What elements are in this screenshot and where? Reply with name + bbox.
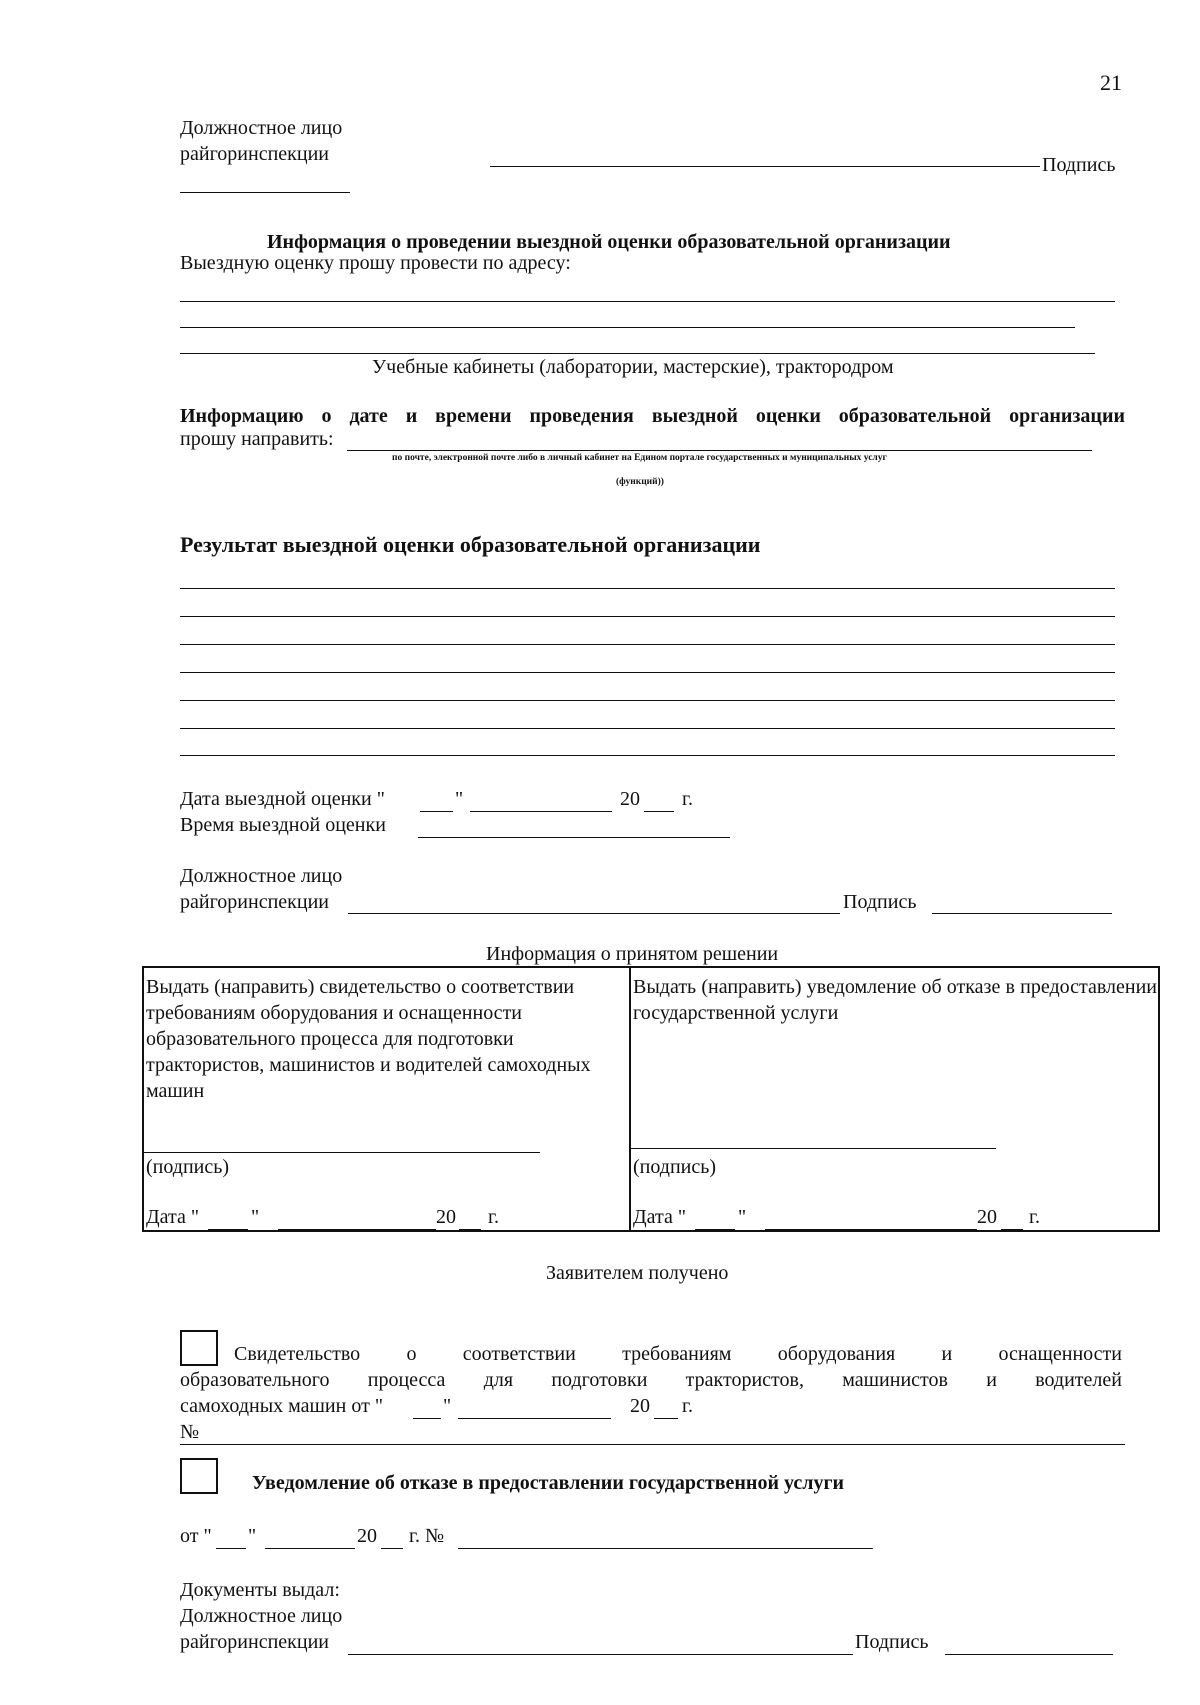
certificate-date-year[interactable]	[654, 1418, 678, 1419]
decision-right-date-year-prefix: 20	[977, 1206, 997, 1228]
result-official-title: Должностное лицо	[180, 865, 343, 887]
result-line-2[interactable]	[180, 616, 1115, 617]
notify-request-label: прошу направить:	[180, 428, 334, 450]
decision-right-date-suffix: г.	[1029, 1206, 1040, 1228]
visit-date-suffix: г.	[682, 788, 693, 810]
refusal-date-day[interactable]	[216, 1548, 246, 1549]
page-number: 21	[1100, 70, 1122, 95]
decision-left-date-suffix: г.	[488, 1206, 499, 1228]
issued-docs-label: Документы выдал:	[180, 1579, 340, 1601]
decision-left-date-label: Дата "	[146, 1206, 200, 1228]
refusal-number-line[interactable]	[458, 1548, 873, 1549]
issued-official-name-line[interactable]	[348, 1654, 853, 1655]
certificate-checkbox[interactable]	[180, 1330, 218, 1366]
decision-right-signature-line[interactable]	[631, 1148, 996, 1149]
visit-date-month-field[interactable]	[470, 811, 612, 812]
certificate-date-year-prefix: 20	[630, 1395, 650, 1417]
visit-info-title: Информация о проведении выездной оценки образовательной организации	[267, 231, 951, 253]
result-signature-label: Подпись	[843, 891, 917, 913]
result-signature-line[interactable]	[932, 913, 1112, 914]
result-line-5[interactable]	[180, 700, 1115, 701]
decision-right-date-quote: "	[738, 1206, 747, 1228]
refusal-date-year[interactable]	[381, 1548, 403, 1549]
issued-signature-line[interactable]	[945, 1654, 1113, 1655]
result-line-4[interactable]	[180, 672, 1115, 673]
issued-official-org: райгоринспекции	[180, 1631, 329, 1653]
visit-date-year-prefix: 20	[620, 788, 640, 810]
decision-right-text: Выдать (направить) уведомление об отказе в предоставлении государственной услуги	[633, 976, 1157, 1024]
decision-right-date-month[interactable]	[765, 1229, 977, 1230]
decision-title: Информация о принятом решении	[486, 943, 779, 965]
result-official-name-line[interactable]	[348, 913, 840, 914]
header-official-title: Должностное лицо	[180, 117, 343, 139]
address-line-3[interactable]	[180, 353, 1095, 354]
address-request-label: Выездную оценку прошу провести по адресу:	[180, 252, 571, 274]
header-official-org: райгоринспекции	[180, 143, 329, 165]
notify-title: Информацию о дате и времени проведения выездной оценки образовательной организации	[180, 405, 1125, 427]
issued-official-title: Должностное лицо	[180, 1605, 343, 1627]
certificate-text-line-1: Свидетельство о соответствии требованиям оборудования и оснащенности	[234, 1343, 1122, 1365]
address-line-2[interactable]	[180, 327, 1075, 328]
decision-left-text: Выдать (направить) свидетельство о соответствии требованиям оборудования и оснащенности образовательного процесса для подготовки трактористов, машинистов и водителей самоходных машин	[146, 976, 591, 1102]
decision-left-date-year-prefix: 20	[436, 1206, 456, 1228]
visit-time-field[interactable]	[418, 837, 730, 838]
certificate-date-month[interactable]	[458, 1418, 611, 1419]
visit-date-quote: "	[455, 788, 464, 810]
decision-right-date-day[interactable]	[695, 1229, 735, 1230]
certificate-text-line-3: самоходных машин от "	[180, 1395, 383, 1417]
refusal-date-month[interactable]	[265, 1548, 355, 1549]
result-line-7[interactable]	[180, 755, 1115, 756]
decision-left-date-quote: "	[251, 1206, 260, 1228]
notify-hint-2: (функций))	[616, 477, 664, 487]
certificate-number-sign: №	[180, 1421, 200, 1443]
refusal-date-from: от "	[180, 1525, 212, 1547]
notify-method-line[interactable]	[347, 450, 1092, 451]
decision-left-signature-line[interactable]	[144, 1152, 540, 1153]
certificate-date-quote: "	[443, 1395, 452, 1417]
decision-right-cell	[631, 968, 1158, 1230]
decision-left-signature-hint: (подпись)	[146, 1156, 230, 1178]
decision-right-date-label: Дата "	[633, 1206, 687, 1228]
decision-right-signature-hint: (подпись)	[633, 1156, 717, 1178]
decision-left-cell	[144, 968, 631, 1230]
visit-date-label: Дата выездной оценки "	[180, 788, 385, 810]
result-line-1[interactable]	[180, 588, 1115, 589]
decision-table	[142, 966, 1160, 1232]
visit-time-label: Время выездной оценки	[180, 814, 386, 836]
received-title: Заявителем получено	[546, 1262, 729, 1284]
refusal-checkbox[interactable]	[180, 1458, 218, 1494]
header-short-line	[180, 192, 350, 193]
address-line-1[interactable]	[180, 301, 1115, 302]
decision-left-date-month[interactable]	[278, 1229, 436, 1230]
refusal-text: Уведомление об отказе в предоставлении государственной услуги	[252, 1472, 845, 1494]
header-signature-line[interactable]	[490, 166, 1040, 167]
header-signature-label: Подпись	[1042, 154, 1116, 176]
result-title: Результат выездной оценки образовательной организации	[180, 532, 761, 557]
decision-right-date-year[interactable]	[1001, 1229, 1023, 1230]
issued-signature-label: Подпись	[855, 1631, 929, 1653]
rooms-label: Учебные кабинеты (лаборатории, мастерские), трактородром	[372, 356, 894, 378]
refusal-date-suffix: г. №	[409, 1525, 445, 1547]
notify-hint-1: по почте, электронной почте либо в личный кабинет на Едином портале государственных и муниципальных услуг	[392, 453, 887, 463]
certificate-date-suffix: г.	[682, 1395, 693, 1417]
visit-date-year-field[interactable]	[644, 811, 674, 812]
result-line-3[interactable]	[180, 644, 1115, 645]
refusal-date-quote: "	[248, 1525, 257, 1547]
decision-left-date-year[interactable]	[459, 1229, 481, 1230]
result-line-6[interactable]	[180, 728, 1115, 729]
certificate-text-line-2: образовательного процесса для подготовки трактористов, машинистов и водителей	[180, 1369, 1122, 1391]
refusal-date-year-prefix: 20	[357, 1525, 377, 1547]
certificate-date-day[interactable]	[413, 1418, 441, 1419]
decision-left-date-day[interactable]	[208, 1229, 248, 1230]
result-official-org: райгоринспекции	[180, 891, 329, 913]
certificate-number-line[interactable]	[180, 1444, 1125, 1445]
visit-date-day-field[interactable]	[420, 811, 453, 812]
